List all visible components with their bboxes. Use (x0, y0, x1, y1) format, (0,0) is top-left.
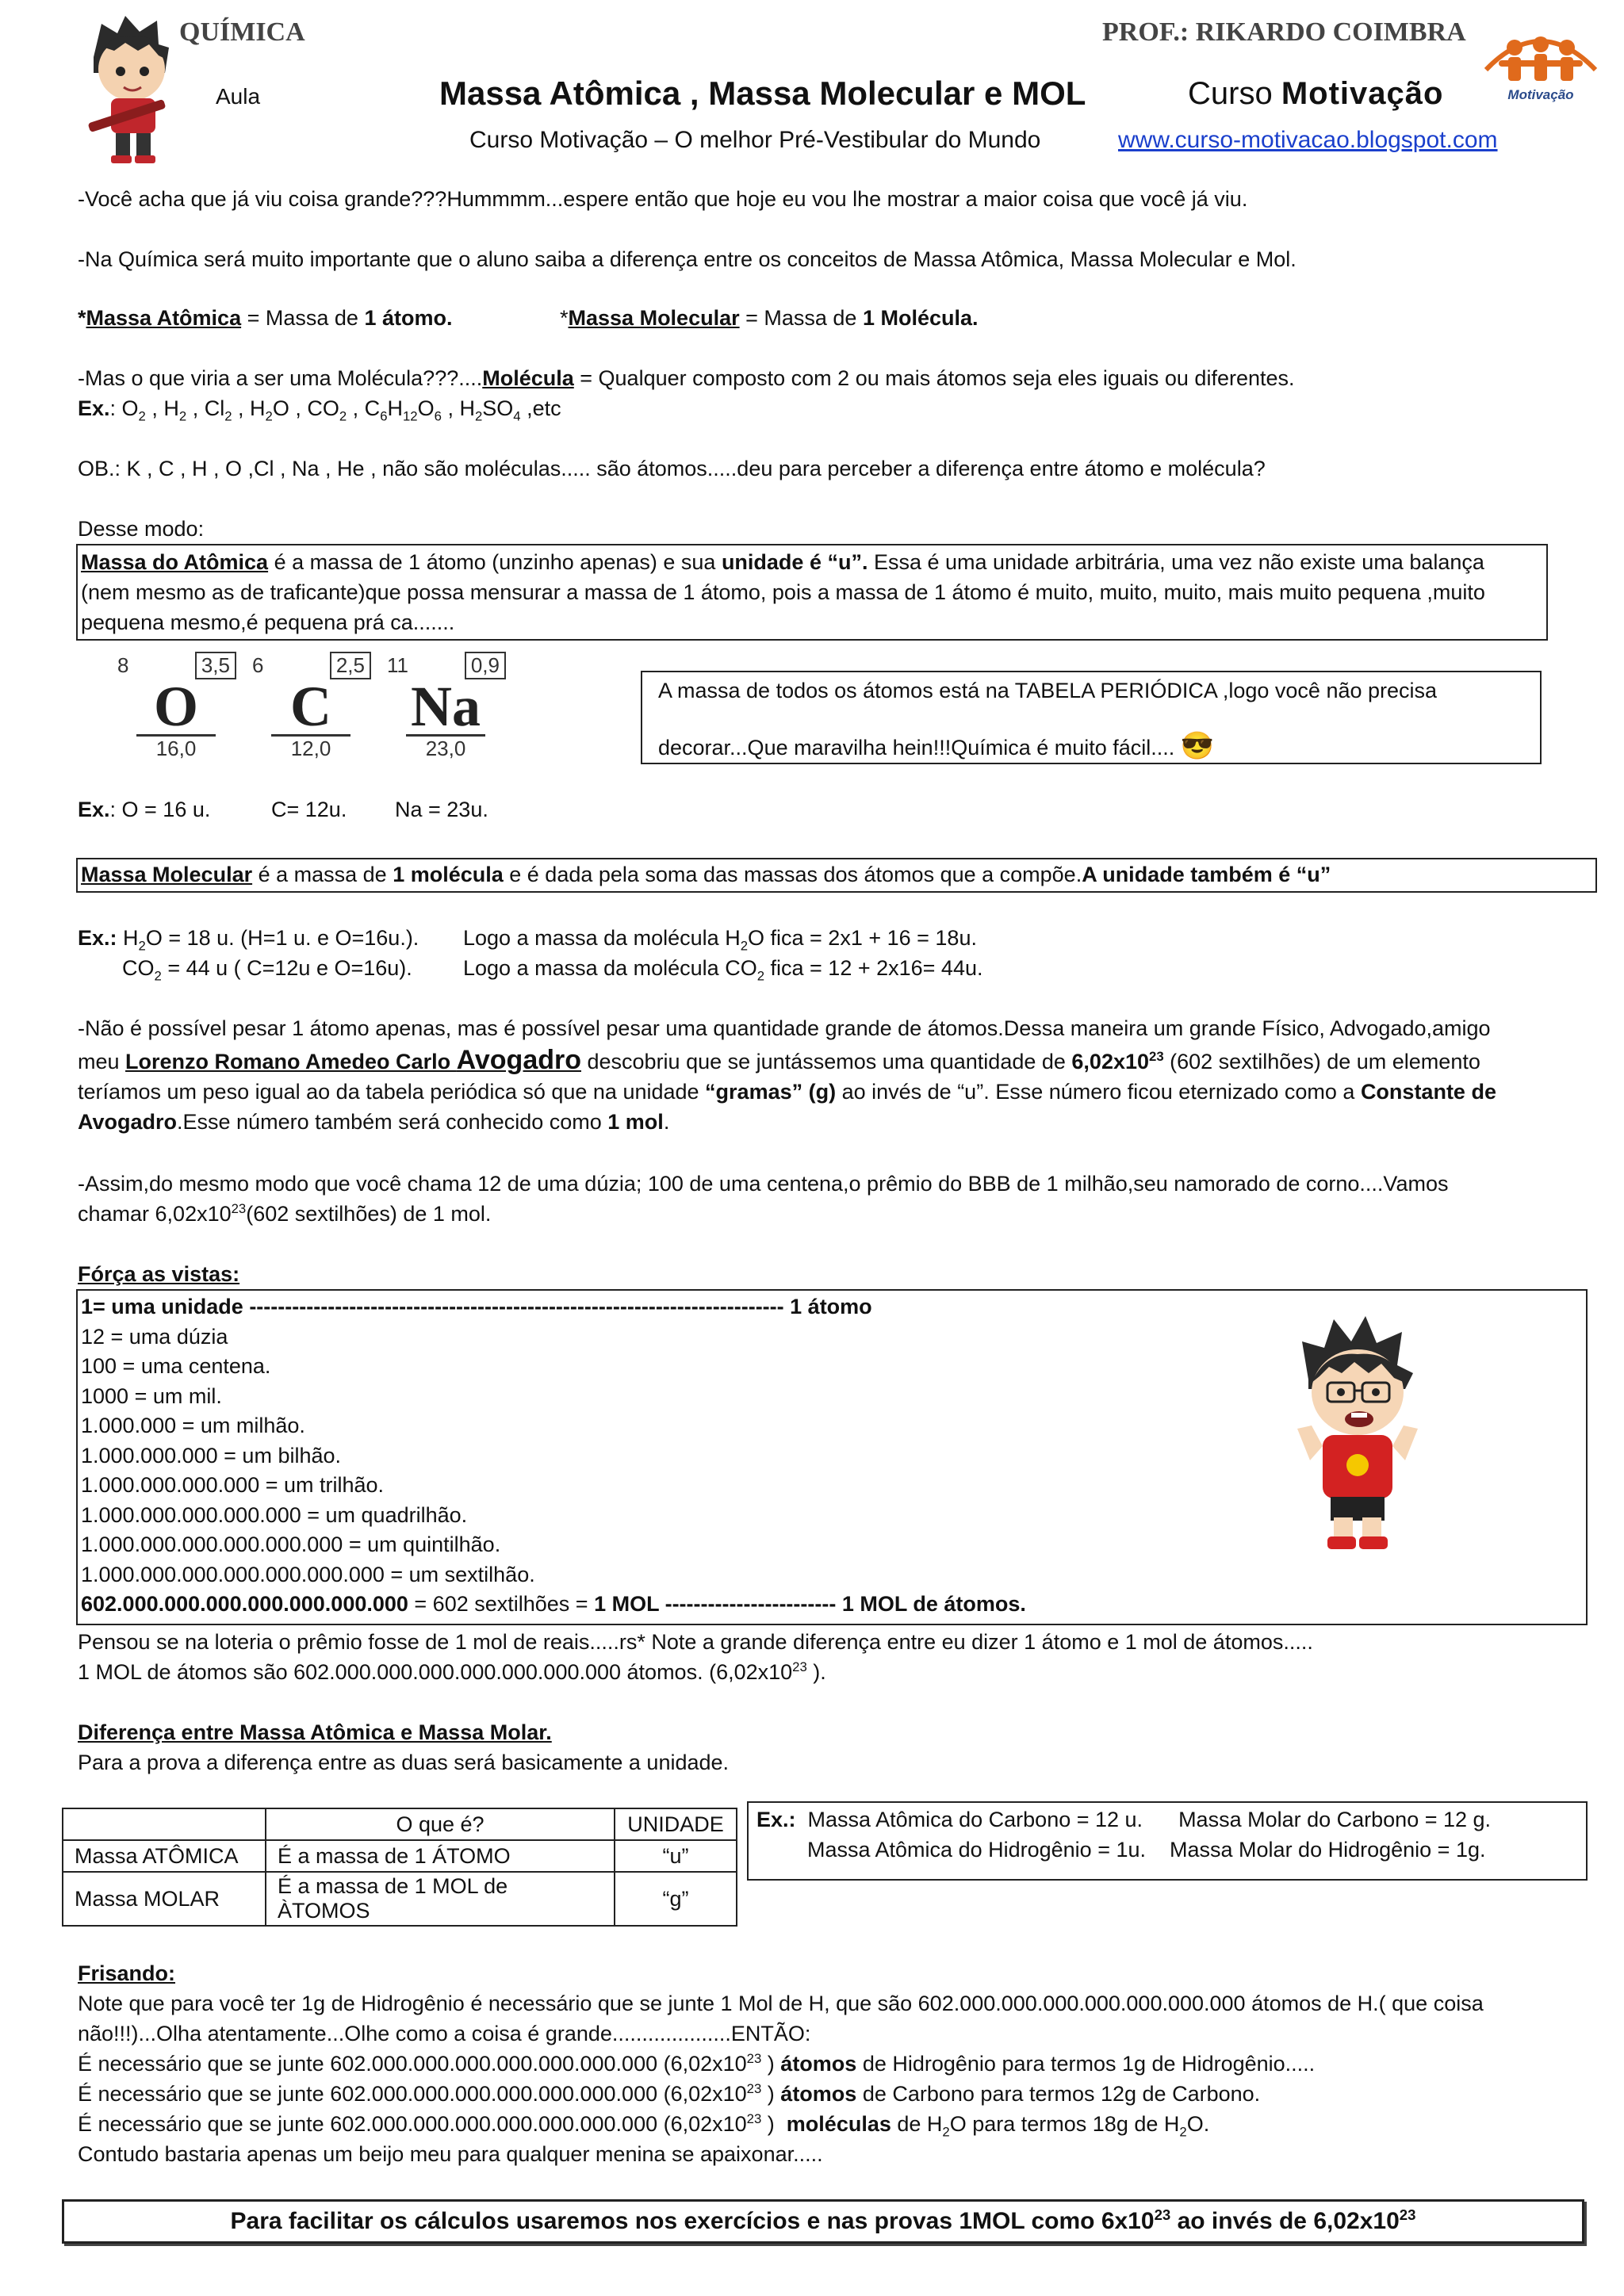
molecula-def: = Qualquer composto com 2 ou mais átomos seja eles iguais ou diferentes. (573, 366, 1295, 390)
tabela-note-line-2 (658, 731, 1524, 763)
intro-line-2: -Na Química será muito importante que o aluno saiba a diferença entre os conceitos de Massa Atômica, Massa Molecular e Mol. (78, 247, 1297, 271)
footer-mid: ao invés de 6,02x10 (1170, 2208, 1400, 2234)
molecula-term: Molécula (482, 366, 574, 390)
definition-massa-molecular: *Massa Molecular = Massa de 1 Molécula. (560, 306, 979, 330)
frisando-line-5: É necessário que se junte 602.000.000.000.000.000.000.000 ($6,02x10^{23}$ ) moléculas de $H_2O$ para termos 18g de $H_2O$. (78, 2111, 1210, 2140)
pensou-pre: 1 MOL de átomos são 602.000.000.000.000.000.000.000 átomos. (6,02x10 (78, 1660, 793, 1684)
av-l3-pre: teríamos um peso igual ao da tabela periódica só que na unidade (78, 1080, 706, 1104)
tagline: Curso Motivação – O melhor Pré-Vestibular do Mundo (469, 127, 1041, 153)
mm-bold2: A unidade também é “u” (1082, 863, 1331, 886)
element-symbol: C (290, 675, 331, 738)
forca-line: 1.000.000.000 = um bilhão. (81, 1443, 342, 1468)
av-l3-bold: “gramas” (g) (705, 1080, 837, 1104)
element-tile-carbon (247, 652, 374, 763)
tabela-note-text: decorar...Que maravilha hein!!!Química é muito fácil.... (658, 736, 1175, 760)
forca-last-line (81, 1590, 1583, 1620)
assim-exp: 23 (231, 1201, 247, 1216)
diferenca-ex-1b: Massa Molar do Carbono = 12 g. (1178, 1808, 1492, 1831)
frisando-title (78, 1958, 1568, 1988)
footer-exp-2: 23 (1399, 2206, 1416, 2223)
assim-pre: chamar 6,02x10 (78, 1202, 232, 1226)
aula-label: Aula (216, 84, 261, 109)
av-big: Avogadro (456, 1045, 581, 1075)
element-mass: 16,0 (136, 734, 216, 761)
frisando-pre: É necessário que se junte 602.000.000.000.000.000.000.000 (6,02x10 (78, 2082, 747, 2106)
forca-line: 1.000.000.000.000 = um trilhão. (81, 1473, 385, 1497)
table-header-cell: UNIDADE (615, 1808, 737, 1840)
ex-atomica-c: C= 12u. (271, 798, 347, 821)
logo (1481, 21, 1600, 108)
frisando-l3-rest: de Hidrogênio para termos 1g de Hidrogênio..... (856, 2052, 1316, 2076)
frisando-l3-bold: átomos (780, 2052, 857, 2076)
def-molecular-bold: 1 Molécula. (862, 306, 979, 330)
element-electronegativity: 2,5 (330, 652, 371, 679)
frisando-pre: É necessário que se junte 602.000.000.000.000.000.000.000 (6,02x10 (78, 2112, 747, 2136)
ex-h2o-left: Ex.: $H_2O = 18$ u. (H=1 u. e O=16u.). (78, 926, 419, 954)
table-cell: “g” (615, 1872, 737, 1926)
forca-last-mol: 1 MOL (594, 1592, 660, 1616)
table-row (63, 1840, 737, 1872)
frisando-l5-pre: de H (891, 2112, 943, 2136)
av-num: 6,02x10 (1071, 1050, 1150, 1073)
forca-first-right: 1 átomo (783, 1295, 872, 1318)
avogadro-line-4 (78, 1107, 1553, 1137)
forca-first-dashes: --------------------------------------------------------------------------- (243, 1295, 784, 1318)
curso-name: Motivação (1281, 76, 1444, 111)
frisando-line-4: É necessário que se junte 602.000.000.000.000.000.000.000 ($6,02x10^{23}$ ) átomos de Carbono para termos 12g de Carbono. (78, 2081, 1261, 2106)
table-header-row (63, 1808, 737, 1840)
pensou-post: ). (806, 1660, 826, 1684)
ex-atomica-na: Na = 23u. (395, 798, 488, 821)
footer-pre: Para facilitar os cálculos usaremos nos exercícios e nas provas 1MOL como 6x10 (230, 2208, 1155, 2234)
av-l2-post: (602 sextilhões) de um elemento (1163, 1050, 1480, 1073)
mascot-top (70, 10, 189, 168)
co2-pre: CO (122, 956, 155, 980)
co2-right-pre: Logo a massa da molécula CO (463, 956, 757, 980)
subject-title: QUÍMICA (179, 17, 305, 47)
av-l4-bold: Avogadro (78, 1110, 178, 1134)
massa-atomica-line-3: pequena mesmo,é pequena prá ca....... (81, 610, 455, 634)
assim-line-2 (78, 1199, 1553, 1229)
mm-p2: e é dada pela soma das massas dos átomos que a compõe. (503, 863, 1082, 886)
massa-atomica-unit: unidade é “u”. (721, 550, 868, 574)
table-header-cell (63, 1808, 266, 1840)
sunglasses-emoji-icon: 😎 (1180, 731, 1215, 761)
diferenca-ex-1a: Massa Atômica do Carbono = 12 u. (807, 1808, 1143, 1831)
mm-p1: é a massa de (252, 863, 393, 886)
element-symbol: Na (411, 675, 481, 738)
table-row (63, 1872, 737, 1926)
av-exp: 23 (1149, 1049, 1164, 1064)
ex-co2-left: $CO_2 = 44$ u ( C=12u e O=16u). (122, 956, 412, 984)
page-title: Massa Atômica , Massa Molecular e MOL (439, 75, 1086, 112)
def-molecular-rest: = Massa de (739, 306, 863, 330)
logo-text: Motivação (1507, 87, 1574, 102)
forca-last-num: 602.000.000.000.000.000.000.000 (81, 1592, 408, 1616)
mascot-middle (1286, 1310, 1429, 1556)
mascot-character-icon (1286, 1310, 1429, 1556)
forca-last-right: 1 MOL de átomos. (836, 1592, 1026, 1616)
av-l3-bold2: Constante de (1360, 1080, 1496, 1104)
definition-massa-atomica: *Massa Atômica = Massa de 1 átomo. (78, 306, 453, 330)
element-number: 6 (252, 653, 264, 677)
diferenca-ex-line-1 (756, 1804, 1578, 1835)
footer-note-box (62, 2199, 1584, 2244)
massa-atomica-line-2: (nem mesmo as de traficante)que possa mensurar a massa de 1 átomo, pois a massa de 1 átomo é muito, muito, muito, mais muito pequena ,muito (81, 580, 1485, 604)
diferenca-ex-line-2 (756, 1835, 1578, 1865)
element-tile-oxygen (113, 652, 239, 763)
co2-right-post: fica = 12 + 2x16= 44u. (764, 956, 983, 980)
massa-molecular-box (76, 858, 1597, 893)
table-cell: “u” (615, 1840, 737, 1872)
forca-line: 12 = uma dúzia (81, 1324, 228, 1349)
tabela-note-box (641, 671, 1542, 764)
assim-paragraph (78, 1169, 1553, 1229)
massa-atomica-p1: é a massa de 1 átomo (unzinho apenas) e sua (268, 550, 722, 574)
curso-brand (1188, 76, 1443, 112)
pensou-paragraph (78, 1627, 1553, 1687)
ex-atomica (78, 794, 210, 825)
term-massa-molecular: Massa Molecular (568, 306, 740, 330)
massa-atomica-term: Massa do Atômica (81, 550, 269, 574)
avogadro-line-1: -Não é possível pesar 1 átomo apenas, mas é possível pesar uma quantidade grande de átomos.Dessa maneira um grande Físico, Advogado,amigo (78, 1016, 1491, 1040)
massa-molecular-term: Massa Molecular (81, 863, 253, 886)
massa-atomica-line-1 (81, 547, 1543, 577)
table-cell: É a massa de 1 MOL de ÀTOMOS (266, 1872, 615, 1926)
frisando-line-3: É necessário que se junte 602.000.000.000.000.000.000.000 ($6,02x10^{23}$ ) átomos de Hidrogênio para termos 1g de Hidrogênio..... (78, 2051, 1316, 2076)
element-number: 8 (117, 653, 129, 677)
h2o-right-post: O fica = 2x1 + 16 = 18u. (748, 926, 977, 950)
frisando-exp: 23 (746, 2111, 762, 2126)
avogadro-line-2 (78, 1045, 1553, 1077)
av-l2-mid: descobriu que se juntássemos uma quantidade de (581, 1050, 1072, 1073)
table-cell: Massa MOLAR (63, 1872, 266, 1926)
av-l4-mid: .Esse número também será conhecido como (177, 1110, 608, 1134)
forca-title (78, 1259, 239, 1289)
forca-line: 1.000.000.000.000.000 = um quadrilhão. (81, 1502, 468, 1527)
element-electronegativity: 3,5 (195, 652, 236, 679)
element-mass: 23,0 (406, 734, 485, 761)
professor-name: PROF.: RIKARDO COIMBRA (1102, 17, 1466, 47)
diferenca-title-text: Diferença entre Massa Atômica e Massa Molar. (78, 1720, 552, 1744)
element-number: 11 (387, 653, 408, 677)
frisando-l4-bold: átomos (780, 2082, 857, 2106)
diferenca-ex-2a: Massa Atômica do Hidrogênio = 1u. (807, 1838, 1146, 1862)
av-l4-end: . (663, 1110, 670, 1134)
forca-line: 1.000.000 = um milhão. (81, 1414, 305, 1437)
element-symbol: O (153, 675, 198, 738)
footer-exp-1: 23 (1154, 2206, 1171, 2223)
mascot-guitar-icon (70, 10, 189, 168)
curso-prefix: Curso (1188, 76, 1273, 111)
diferenca-title (78, 1717, 552, 1747)
ex-label: Ex. (78, 798, 110, 821)
frisando-l5-bold: moléculas (786, 2112, 891, 2136)
massa-atomica-p2: Essa é uma unidade arbitrária, uma vez não existe uma balança (868, 550, 1484, 574)
desse-modo: Desse modo: (78, 517, 205, 541)
frisando-line-1: Note que para você ter 1g de Hidrogênio é necessário que se junte 1 Mol de H, que são 602.000.000.000.000.000.000.000 átomos de H.( que coisa (78, 1992, 1484, 2015)
frisando-exp: 23 (746, 2081, 762, 2096)
diferenca-example-box (747, 1801, 1588, 1881)
pensou-line-2 (78, 1657, 1553, 1687)
table-cell: É a massa de 1 ÁTOMO (266, 1840, 615, 1872)
forca-first-left: 1= uma unidade (81, 1295, 243, 1318)
assim-line-1: -Assim,do mesmo modo que você chama 12 de uma dúzia; 100 de uma centena,o prêmio do BBB de 1 milhão,seu namorado de corno....Vamos (78, 1172, 1449, 1196)
pensou-line-1: Pensou se na loteria o prêmio fosse de 1 mol de reais.....rs* Note a grande diferença entre eu dizer 1 átomo e 1 mol de átomos..... (78, 1630, 1313, 1654)
frisando-section (78, 1958, 1568, 2169)
av-l4-bold2: 1 mol (607, 1110, 664, 1134)
molecula-definition (78, 363, 1295, 393)
diferenca-ex-label: Ex.: (756, 1808, 796, 1831)
frisando-l4-rest: de Carbono para termos 12g de Carbono. (856, 2082, 1261, 2106)
assim-post: (602 sextilhões) de 1 mol. (246, 1202, 492, 1226)
molecula-examples: Ex.: $O_2$ , $H_2$ , $Cl_2$ , $H_2O$ , $CO_2$ , $C_6H_{12}O_6$ , $H_2SO_4$ ,etc (78, 396, 561, 424)
massa-atomica-box (76, 544, 1548, 641)
frisando-pre: É necessário que se junte 602.000.000.000.000.000.000.000 (6,02x10 (78, 2052, 747, 2076)
ex-h2o-right: Logo a massa da molécula $H_2O$ fica = 2x1 + 16 = 18u. (463, 926, 977, 954)
diferenca-sub: Para a prova a diferença entre as duas será basicamente a unidade. (78, 1751, 730, 1774)
co2-post: = 44 u ( C=12u e O=16u). (161, 956, 412, 980)
forca-line: 1000 = um mil. (81, 1383, 222, 1408)
table-cell: Massa ATÔMICA (63, 1840, 266, 1872)
forca-line: 1.000.000.000.000.000.000.000 = um sextilhão. (81, 1562, 535, 1586)
h2o-right-pre: Logo a massa da molécula H (463, 926, 741, 950)
term-massa-atomica: Massa Atômica (86, 306, 242, 330)
av-name: Lorenzo Romano Amedeo Carlo (125, 1050, 457, 1073)
av-l3-mid: ao invés de “u”. Esse número ficou eternizado como a (836, 1080, 1361, 1104)
ob-note: OB.: K , C , H , O ,Cl , Na , He , não são moléculas..... são átomos.....deu para perceber a diferença entre átomo e molécula? (78, 457, 1266, 480)
frisando-title-text: Frisando: (78, 1961, 176, 1985)
forca-line: 100 = uma centena. (81, 1354, 271, 1378)
avogadro-paragraph (78, 1013, 1553, 1137)
mm-bold1: 1 molécula (393, 863, 504, 886)
diferenca-ex-2b: Massa Molar do Hidrogênio = 1g. (1170, 1838, 1486, 1862)
table-header-cell: O que é? (266, 1808, 615, 1840)
molecula-question: -Mas o que viria a ser uma Molécula???.... (78, 366, 483, 390)
intro-line-1: -Você acha que já viu coisa grande???Hummmm...espere então que hoje eu vou lhe mostrar a maior coisa que você já viu. (78, 187, 1248, 211)
forca-last-mid: = 602 sextilhões = (408, 1592, 595, 1616)
forca-last-dashes: ------------------------ (659, 1592, 837, 1616)
forca-title-text: Fórça as vistas: (78, 1262, 240, 1286)
tabela-note-line-1: A massa de todos os átomos está na TABELA PERIÓDICA ,logo você não precisa (658, 679, 1438, 702)
ex-co2-right: Logo a massa da molécula $CO_2$ fica = 12 + 2x16= 44u. (463, 956, 983, 984)
frisando-exp: 23 (746, 2051, 762, 2066)
ex-label: Ex.: (78, 926, 117, 950)
element-electronegativity: 0,9 (465, 652, 506, 679)
element-tile-sodium (382, 652, 509, 763)
h2o-pre: H (123, 926, 139, 950)
pensou-exp: 23 (792, 1659, 807, 1674)
frisando-line-2: não!!!)...Olha atentamente...Olhe como a coisa é grande....................ENTÃO: (78, 2022, 811, 2045)
element-mass: 12,0 (271, 734, 350, 761)
frisando-line-6: Contudo bastaria apenas um beijo meu para qualquer menina se apaixonar..... (78, 2142, 823, 2166)
ex-o: : O = 16 u. (109, 798, 211, 821)
forca-line: 1.000.000.000.000.000.000 = um quintilhão. (81, 1533, 501, 1556)
av-l2-pre: meu (78, 1050, 126, 1073)
units-table (62, 1808, 737, 1927)
frisando-l5-end: O. (1186, 2112, 1210, 2136)
avogadro-line-3 (78, 1077, 1553, 1107)
def-atomica-rest: = Massa de (241, 306, 365, 330)
h2o-post: O = 18 u. (H=1 u. e O=16u.). (145, 926, 419, 950)
def-atomica-bold: 1 átomo. (364, 306, 453, 330)
frisando-l5-mid: O para termos 18g de H (949, 2112, 1180, 2136)
blog-link[interactable]: www.curso-motivacao.blogspot.com (1118, 127, 1498, 153)
